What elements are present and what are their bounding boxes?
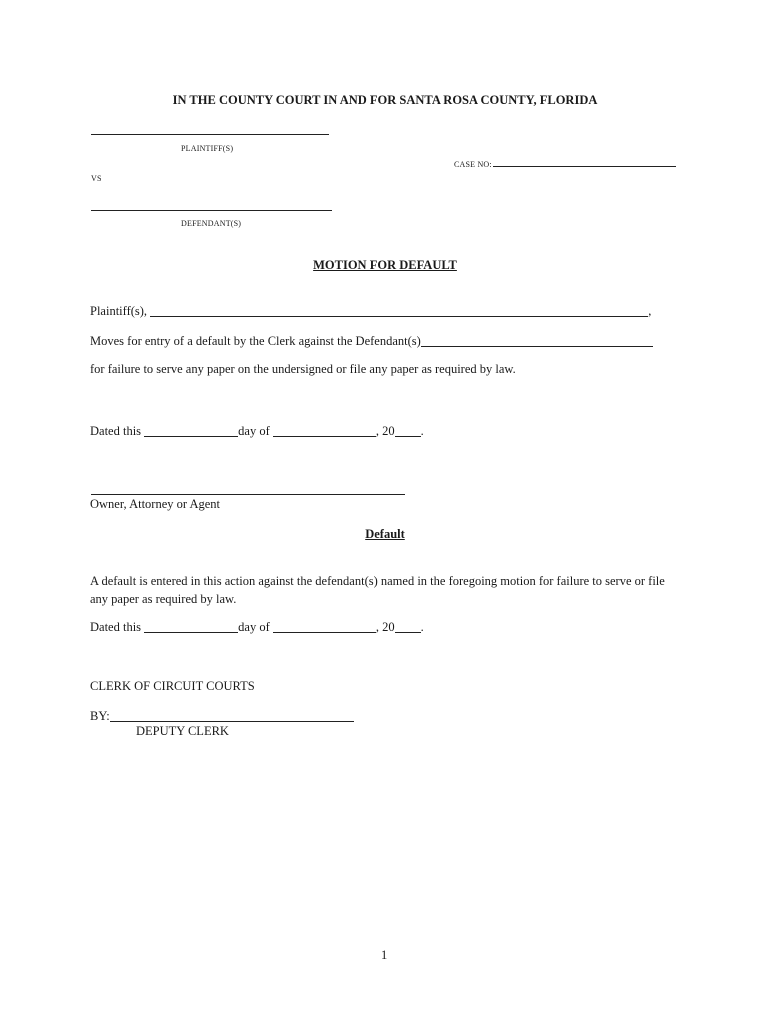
default-dated-this-label: Dated this xyxy=(90,620,142,634)
default-day-blank[interactable] xyxy=(144,619,238,633)
defendant-label: DEFENDANT(S) xyxy=(181,219,242,228)
plaintiff-name-line[interactable] xyxy=(91,134,329,135)
plaintiff-suffix: , xyxy=(648,304,652,318)
vs-label: VS xyxy=(91,174,102,183)
defendant-blank[interactable] xyxy=(421,333,653,347)
plaintiff-prefix: Plaintiff(s), xyxy=(90,304,148,318)
failure-statement: for failure to serve any paper on the undersigned or file any paper as required by law. xyxy=(90,362,516,376)
motion-title: MOTION FOR DEFAULT xyxy=(313,258,457,272)
defendant-name-line[interactable] xyxy=(91,210,332,211)
deputy-clerk-label: DEPUTY CLERK xyxy=(136,724,229,738)
by-label: BY: xyxy=(90,709,110,723)
default-dated-line xyxy=(90,619,424,635)
motion-day-blank[interactable] xyxy=(144,423,238,437)
plaintiff-blank[interactable] xyxy=(150,303,648,317)
plaintiff-statement xyxy=(90,303,651,319)
year-suffix: . xyxy=(420,424,424,438)
signer-label: Owner, Attorney or Agent xyxy=(90,497,221,511)
year-prefix: , 20 xyxy=(375,424,395,438)
default-year-suffix: . xyxy=(420,620,424,634)
case-no-label: CASE NO: xyxy=(454,160,492,169)
default-month-blank[interactable] xyxy=(273,619,376,633)
court-heading: IN THE COUNTY COURT IN AND FOR SANTA ROSA COUNTY, FLORIDA xyxy=(172,93,598,107)
motion-month-blank[interactable] xyxy=(273,423,376,437)
signature-line[interactable] xyxy=(91,494,405,495)
page-number: 1 xyxy=(381,948,388,962)
by-line xyxy=(90,708,354,724)
motion-dated-line xyxy=(90,423,424,439)
default-year-prefix: , 20 xyxy=(375,620,395,634)
dated-this-label: Dated this xyxy=(90,424,142,438)
moves-statement xyxy=(90,333,653,349)
clerk-label: CLERK OF CIRCUIT COURTS xyxy=(90,679,255,693)
default-year-blank[interactable] xyxy=(395,619,421,633)
clerk-signature-blank[interactable] xyxy=(110,708,354,722)
plaintiff-label: PLAINTIFF(S) xyxy=(181,144,234,153)
case-no-line[interactable] xyxy=(493,166,676,167)
moves-text: Moves for entry of a default by the Clerk against the Defendant(s) xyxy=(90,334,421,348)
default-day-of-label: day of xyxy=(238,620,270,634)
default-body: A default is entered in this action against the defendant(s) named in the foregoing motion for failure to serve or file any paper as required by law. xyxy=(90,574,665,606)
default-title: Default xyxy=(365,527,405,541)
motion-year-blank[interactable] xyxy=(395,423,421,437)
day-of-label: day of xyxy=(238,424,270,438)
